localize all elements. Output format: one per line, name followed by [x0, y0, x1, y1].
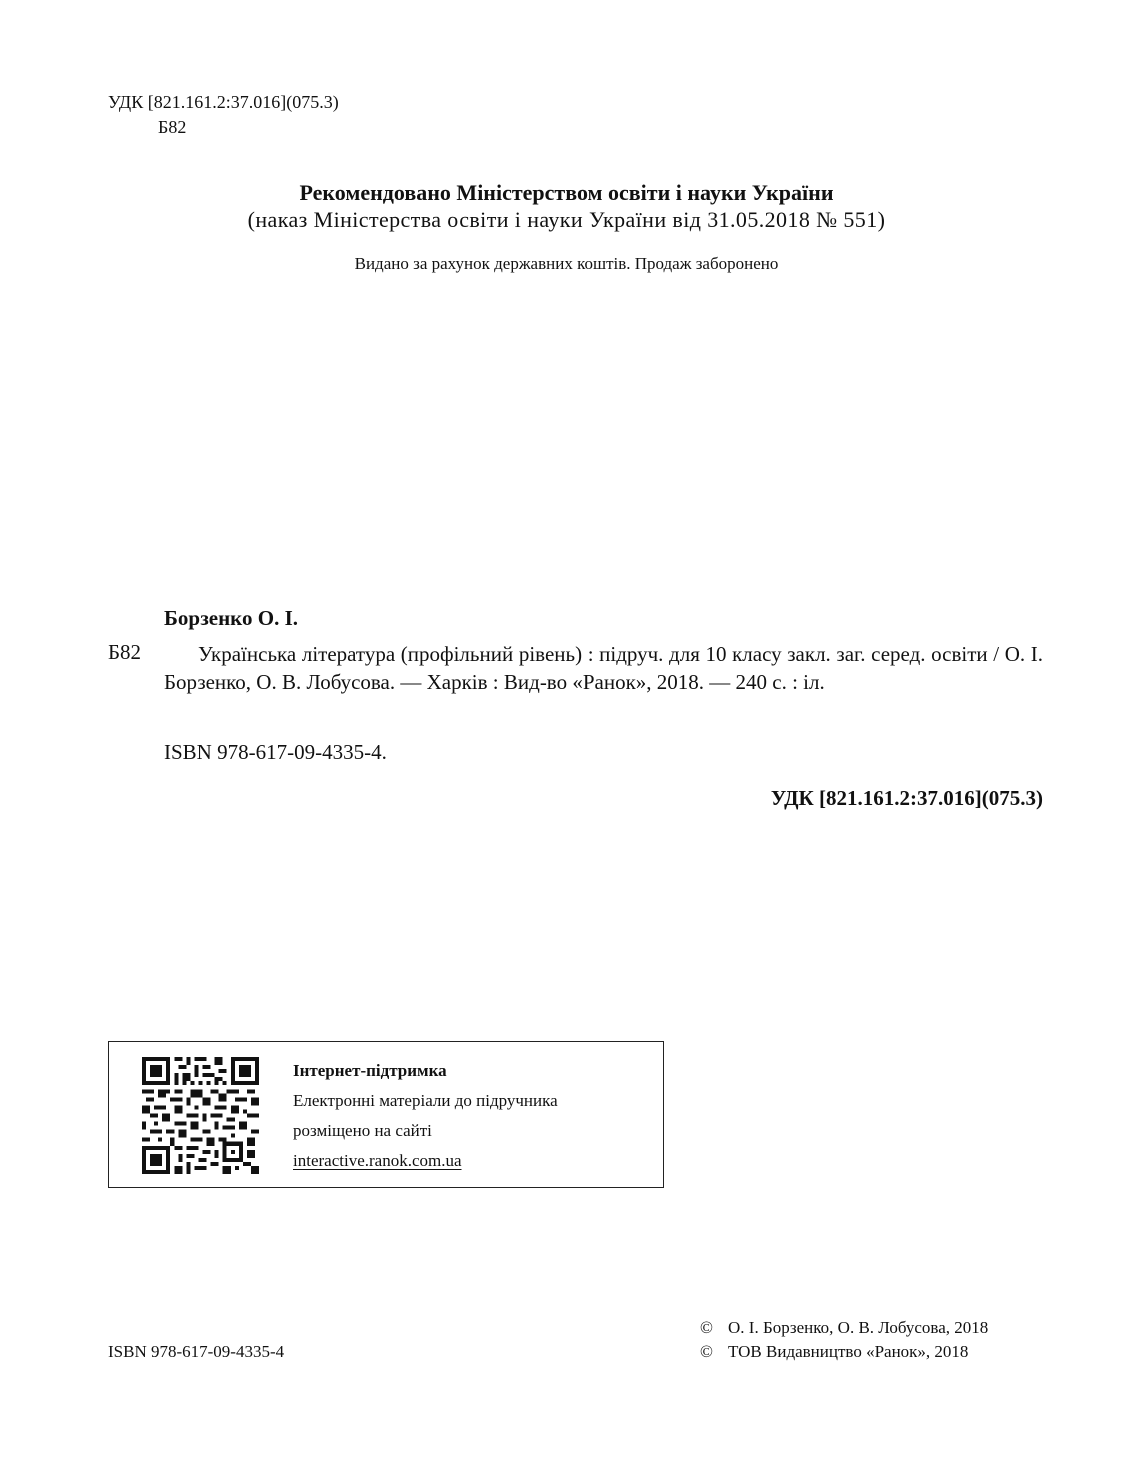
- support-line-1: Електронні матеріали до підручника: [293, 1091, 558, 1110]
- recommendation-order: (наказ Міністерства освіти і науки України від 31.05.2018 № 551): [247, 207, 886, 232]
- copyright-authors-text: О. І. Борзенко, О. В. Лобусова, 2018: [728, 1318, 989, 1337]
- qr-code-icon[interactable]: [142, 1057, 259, 1174]
- catalog-isbn: ISBN 978-617-09-4335-4.: [164, 740, 387, 764]
- support-link[interactable]: interactive.ranok.com.ua: [293, 1151, 462, 1170]
- udk-code: УДК [821.161.2:37.016](075.3): [108, 92, 339, 112]
- author-name: Борзенко О. І.: [164, 606, 299, 630]
- udk-header: [108, 90, 339, 140]
- copyright-icon: ©: [700, 1318, 713, 1337]
- bibliographic-description: [164, 640, 1043, 696]
- support-text: [293, 1056, 558, 1176]
- internet-support-box: [108, 1041, 664, 1188]
- support-title: Інтернет-підтримка: [293, 1061, 447, 1080]
- footer-isbn: ISBN 978-617-09-4335-4: [108, 1342, 285, 1361]
- support-line-2: розміщено на сайті: [293, 1121, 432, 1140]
- catalog-udk: УДК [821.161.2:37.016](075.3): [770, 786, 1043, 810]
- description-text: Українська література (профільний рівень) : підруч. для 10 класу закл. заг. серед. освіти / О. І. Борзенко, О. В. Лобусова. — Харків : Вид-во «Ранок», 2018. — 240 с. : іл.: [164, 642, 1043, 694]
- copyright-publisher-text: ТОВ Видавництво «Ранок», 2018: [728, 1342, 969, 1361]
- copyright-icon: ©: [700, 1342, 713, 1361]
- catalog-code: Б82: [108, 640, 142, 664]
- recommendation-title: Рекомендовано Міністерством освіти і науки України: [299, 180, 834, 205]
- copyright-publisher: [700, 1342, 968, 1362]
- author-mark: Б82: [158, 117, 187, 137]
- copyright-authors: [700, 1318, 988, 1338]
- funding-note: Видано за рахунок державних коштів. Продаж заборонено: [354, 254, 779, 273]
